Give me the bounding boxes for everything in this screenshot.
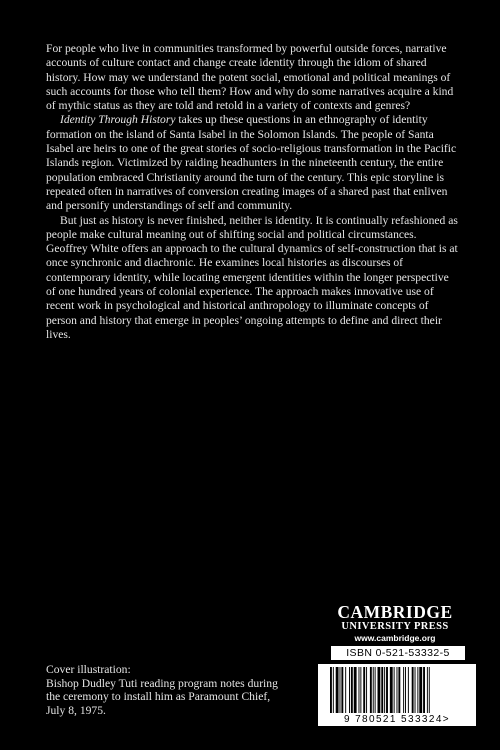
barcode-bar — [345, 667, 346, 713]
barcode-bars — [318, 664, 476, 714]
barcode-bar — [423, 667, 425, 713]
barcode-bar — [370, 667, 372, 713]
barcode-bar — [366, 667, 367, 713]
barcode-bar — [360, 667, 361, 713]
barcode-bar — [378, 667, 381, 713]
barcode-digits — [318, 714, 476, 726]
publisher-logo — [326, 603, 464, 644]
barcode-bar — [384, 667, 385, 713]
cover-note-line-1: Bishop Dudley Tuti reading program notes during — [46, 676, 278, 690]
barcode-bar — [341, 667, 343, 713]
barcode-bar — [351, 667, 353, 713]
blurb-paragraph-3: But just as history is never finished, neither is identity. It is continually refashioned as people make cultural meaning out of shifting social and political circumstances. Geoffrey White offers an approach to the cultural dynamics of self-construction that is at once synchronic and diachronic. He examines local histories as discourses of contemporary identity, while locating emergent identities within the longer perspective of one hundred years of colonial experience. The approach makes innovative use of recent work in psychological and historical anthropology to illuminate concepts of person and history that emerge in peoples’ ongoing attempts to define and direct their lives. — [46, 213, 458, 341]
cover-note-line-2: the ceremony to install him as Paramount Chief, — [46, 690, 271, 704]
barcode-bar — [403, 667, 404, 713]
barcode-bar — [427, 667, 428, 713]
cover-note-heading: Cover illustration: — [46, 663, 131, 676]
cover-illustration-note — [46, 663, 316, 717]
barcode-arrow: > — [442, 714, 451, 725]
barcode-bar — [397, 667, 398, 713]
barcode-bar — [419, 667, 422, 713]
barcode-bar — [390, 667, 393, 713]
barcode-bar — [417, 667, 418, 713]
barcode-bar — [330, 667, 332, 713]
publisher-url: www.cambridge.org — [354, 633, 436, 643]
blurb-paragraph-1: For people who live in communities transformed by powerful outside forces, narrative accounts of culture contact and change create identity through the idiom of shared history. How may we understand the potent social, emotional and political meanings of such accounts for those who tell them? How and why do some narratives acquire a kind of mythic status as they are told and retold in a variety of contexts and genres? — [46, 42, 454, 113]
publisher-name: CAMBRIDGE — [337, 602, 453, 622]
blurb-paragraph-2-text: takes up these questions in an ethnography of identity formation on the island of Santa Isabel in the Solomon Islands. The people of Santa Isabel are heirs to one of the great stories of socio-religious transformation in the Pacific Islands region. Victimized by raiding headhunters in the nineteenth century, the entire population embraced Christianity around the turn of the century. This epic storyline is repeated often in narratives of conversion creating images of a shared past that enliven and personify understandings of self and community. — [46, 113, 457, 213]
barcode-bar — [336, 667, 339, 713]
barcode-bar — [412, 667, 414, 713]
barcode-bar — [363, 667, 365, 713]
barcode-bar — [359, 667, 360, 713]
book-title: Identity Through History — [60, 113, 176, 127]
barcode-bar — [354, 667, 357, 713]
barcode-bar — [375, 667, 376, 713]
barcode-bar — [349, 667, 350, 713]
barcode-bar — [405, 667, 406, 713]
barcode-bar — [429, 667, 430, 713]
barcode-bar — [398, 667, 400, 713]
blurb-paragraph-2 — [46, 113, 460, 213]
barcode-bar — [333, 667, 334, 713]
back-cover-blurb — [46, 42, 460, 342]
barcode-bar — [415, 667, 416, 713]
publisher-subtitle: UNIVERSITY PRESS — [341, 621, 449, 632]
barcode-bar — [386, 667, 388, 713]
barcode-bar — [381, 667, 383, 713]
barcode — [318, 664, 476, 726]
barcode-bar — [340, 667, 341, 713]
barcode-bar — [373, 667, 374, 713]
cover-note-line-3: July 8, 1975. — [46, 703, 106, 717]
barcode-bar — [394, 667, 395, 713]
isbn-label: ISBN 0-521-53332-5 — [331, 646, 465, 660]
barcode-bar — [408, 667, 409, 713]
barcode-number: 9 780521 533324 — [343, 714, 443, 725]
